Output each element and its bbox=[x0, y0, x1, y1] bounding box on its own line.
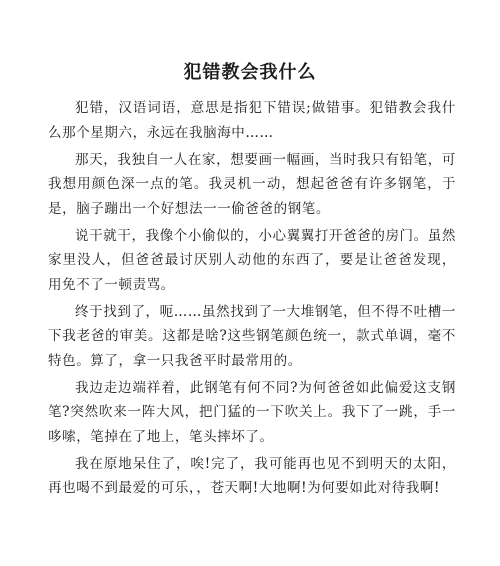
document-title: 犯错教会我什么 bbox=[183, 62, 317, 83]
paragraph: 我在原地呆住了，唉!完了，我可能再也见不到明天的太阳，再也喝不到最爱的可乐，，苍天啊!大地啊!为何要如此对待我啊! bbox=[48, 455, 456, 496]
paragraph: 那天，我独自一人在家，想要画一幅画，当时我只有铅笔，可我想用颜色深一点的笔。我灵机一动，想起爸爸有许多钢笔，于是，脑子蹦出一个好想法一一偷爸爸的钢笔。 bbox=[48, 151, 456, 217]
paragraph: 我边走边端祥着，此钢笔有何不同?为何爸爸如此偏爱这支钢笔?突然吹来一阵大风，把门猛的一下吹关上。我下了一跳，手一哆嗦，笔掉在了地上，笔头摔坏了。 bbox=[48, 379, 456, 445]
paragraph: 终于找到了，呃……虽然找到了一大堆钢笔，但不得不吐槽一下我老爸的审美。这都是啥?这些钢笔颜色统一，款式单调，毫不特色。算了，拿一只我爸平时最常用的。 bbox=[48, 303, 456, 369]
document-body bbox=[48, 96, 456, 503]
paragraph: 犯错，汉语词语，意思是指犯下错误;做错事。犯错教会我什么那个星期六，永远在我脑海中…… bbox=[48, 100, 456, 141]
paragraph: 说干就干，我像个小偷似的，小心翼翼打开爸爸的房门。虽然家里没人，但爸爸最讨厌别人动他的东西了，要是让爸爸发现，用免不了一顿责骂。 bbox=[48, 227, 456, 293]
